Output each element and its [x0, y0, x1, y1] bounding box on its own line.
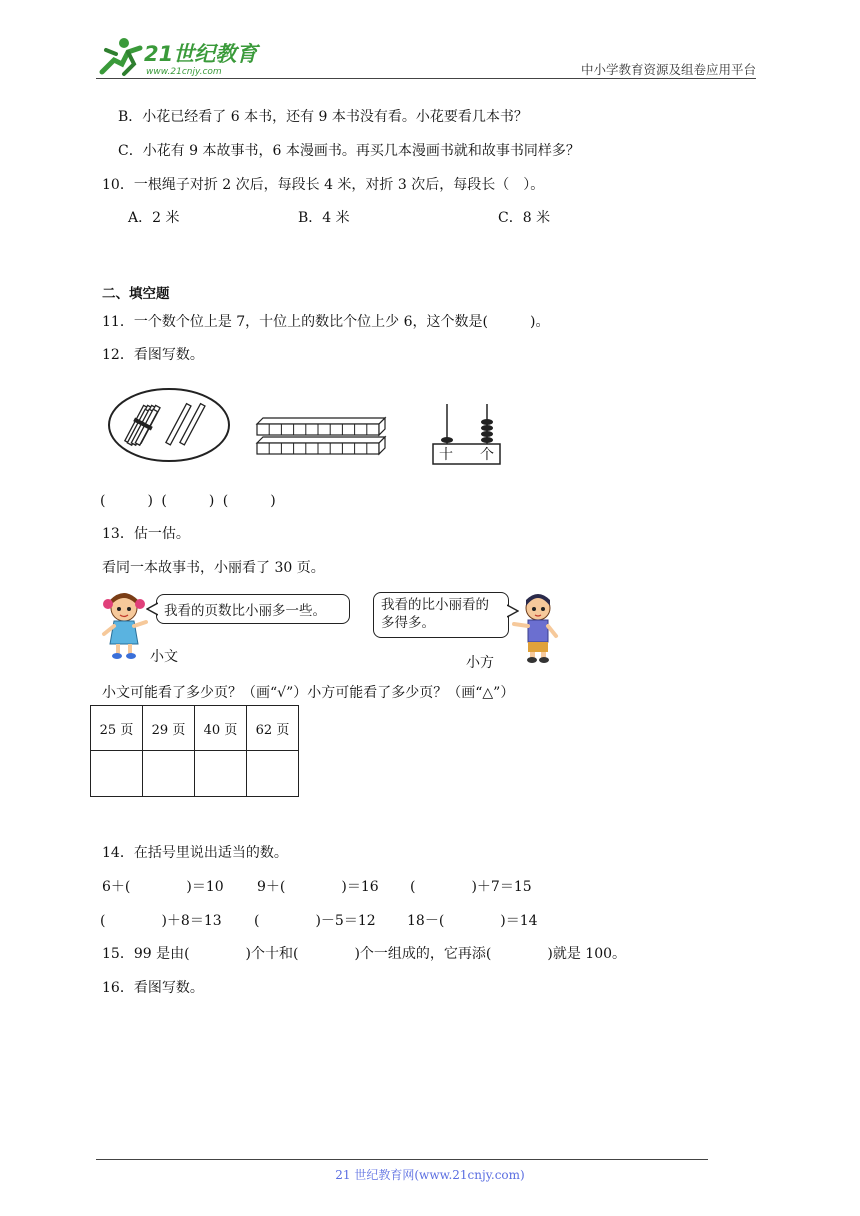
- boy-xiaofang-icon: [510, 590, 562, 664]
- boy-speech-line2: 多得多。: [381, 615, 435, 631]
- header-platform-text: 中小学教育资源及组卷应用平台: [580, 62, 756, 77]
- header-divider: [96, 78, 756, 79]
- girl-speech-bubble: [156, 594, 350, 624]
- q14-eq-4: ( )＋8＝13: [100, 913, 222, 929]
- q16-text: 16．看图写数。: [102, 980, 204, 996]
- answer-cell[interactable]: [91, 751, 143, 797]
- q10-option-b: B．4 米: [298, 210, 350, 226]
- table-row: [91, 751, 299, 797]
- q9-option-c: C．小花有 9 本故事书，6 本漫画书。再买几本漫画书就和故事书同样多？: [118, 143, 580, 159]
- girl-xiaowen-icon: [100, 588, 148, 660]
- q12-answer-blanks: ( ) ( ) ( ): [100, 493, 276, 509]
- footer-site-text: 21 世纪教育网(www.21cnjy.com): [335, 1168, 525, 1182]
- answer-cell[interactable]: [247, 751, 299, 797]
- answer-cell[interactable]: [195, 751, 247, 797]
- q14-eq-5: ( )－5＝12: [254, 913, 376, 929]
- answer-cell[interactable]: [143, 751, 195, 797]
- q13-stem: 13．估一估。: [102, 526, 190, 542]
- q14-eq-1: 6＋( )＝10: [102, 879, 224, 895]
- boy-speech-line1: 我看的比小丽看的: [381, 597, 489, 613]
- q14-eq-2: 9＋( )＝16: [257, 879, 379, 895]
- q10-option-a: A．2 米: [128, 210, 180, 226]
- sticks-bundle-figure: [106, 386, 232, 464]
- boy-name-label: 小方: [466, 655, 494, 671]
- logo-url: www.21cnjy.com: [146, 67, 222, 77]
- boy-speech-bubble: [373, 592, 509, 638]
- q12-stem: 12．看图写数。: [102, 347, 204, 363]
- q10-stem: 10．一根绳子对折 2 次后，每段长 4 米，对折 3 次后，每段长（ ）。: [102, 177, 545, 193]
- q14-stem: 14．在括号里说出适当的数。: [102, 845, 288, 861]
- footer-divider: [96, 1159, 708, 1160]
- q14-eq-3: ( )＋7＝15: [410, 879, 532, 895]
- abacus-label-ones: 个: [480, 447, 494, 463]
- table-header-25: 25 页: [91, 706, 143, 751]
- girl-bubble-tail: [146, 602, 158, 616]
- table-row: [91, 706, 299, 751]
- q15-text: 15．99 是由( )个十和( )个一组成的，它再添( )就是 100。: [102, 946, 627, 962]
- q13-question: 小文可能看了多少页？（画“√”）小方可能看了多少页？（画“△”）: [102, 685, 515, 701]
- abacus-figure: [432, 402, 502, 466]
- cubes-rows-figure: [255, 416, 387, 460]
- pages-table: [90, 705, 299, 797]
- table-header-29: 29 页: [143, 706, 195, 751]
- q13-context: 看同一本故事书，小丽看了 30 页。: [102, 560, 325, 576]
- logo-text: 21世纪教育: [144, 42, 258, 66]
- q14-eq-6: 18－( )＝14: [407, 913, 538, 929]
- girl-name-label: 小文: [150, 649, 178, 665]
- table-header-62: 62 页: [247, 706, 299, 751]
- girl-speech-text: 我看的页数比小丽多一些。: [164, 603, 326, 619]
- q11-text: 11．一个数个位上是 7，十位上的数比个位上少 6，这个数是( )。: [102, 314, 550, 330]
- table-header-40: 40 页: [195, 706, 247, 751]
- runner-logo-icon: [94, 34, 264, 78]
- section-title-fill-blank: 二、填空题: [102, 286, 170, 302]
- q9-option-b: B．小花已经看了 6 本书，还有 9 本书没有看。小花要看几本书？: [118, 109, 528, 125]
- site-logo: [94, 34, 264, 78]
- abacus-label-tens: 十: [439, 447, 453, 463]
- q10-option-c: C．8 米: [498, 210, 551, 226]
